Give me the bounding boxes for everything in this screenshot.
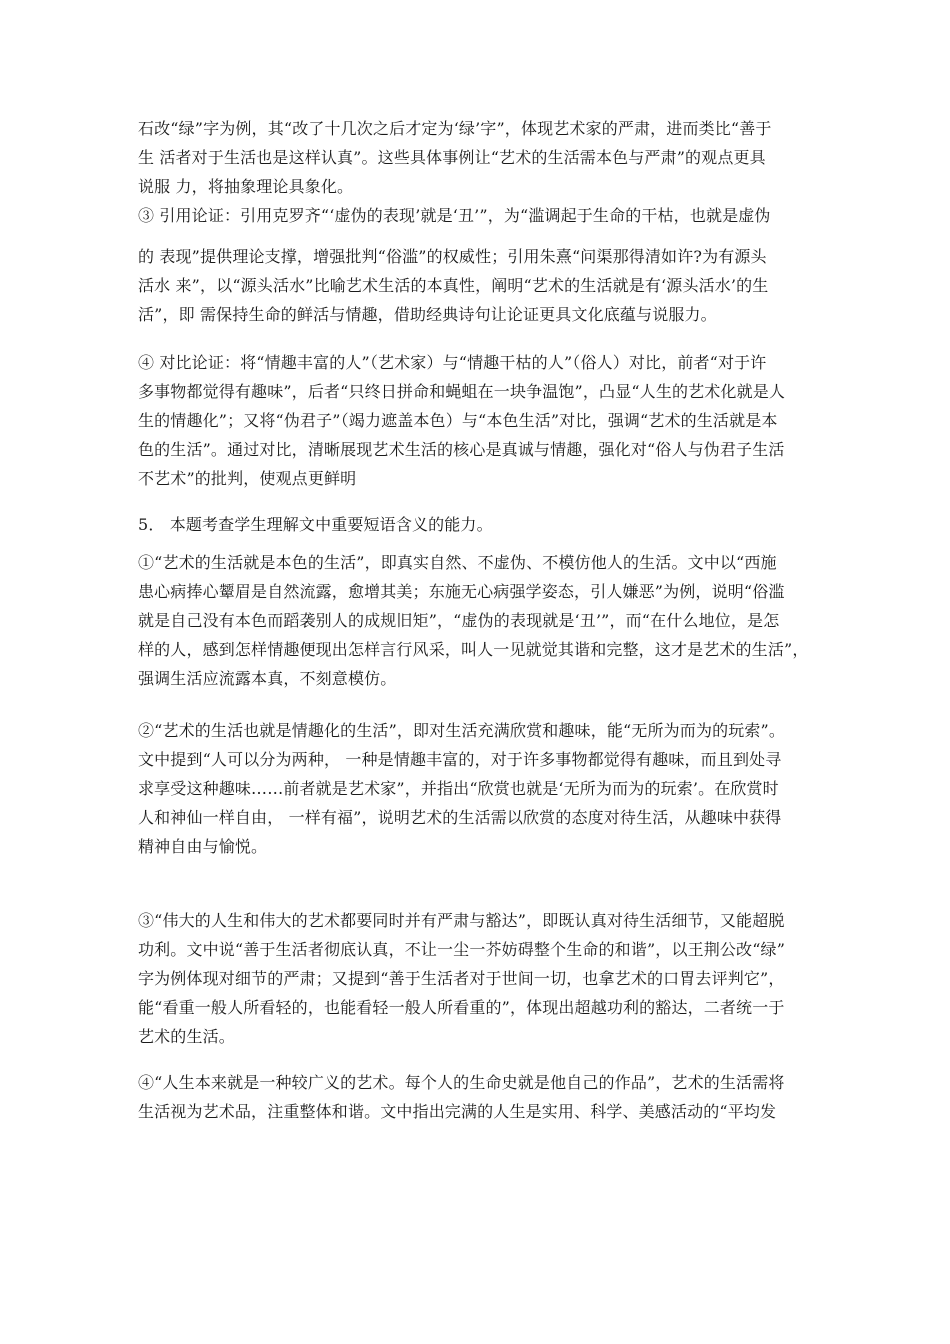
answer-point-3 (138, 906, 818, 1051)
text-line: 生 活者对于生活也是这样认真”。这些具体事例让“艺术的生活需本色与严肃”的观点更具 (138, 148, 766, 167)
answer-point-2 (138, 716, 818, 861)
text-line: 活”，即 需保持生命的鲜活与情趣，借助经典诗句让论证更具文化底蕴与说服力。 (138, 305, 717, 324)
text-line: ③“伟大的人生和伟大的艺术都要同时并有严肃与豁达”，即既认真对待生活细节，又能超脱 (138, 911, 785, 930)
text-line: ③ 引用论证：引用克罗齐“‘虚伪的表现’就是‘丑’”，为“滥调起于生命的干枯，也就是虚伪 (138, 206, 771, 225)
text-line: 就是自己没有本色而蹈袭别人的成规旧矩”，“虚伪的表现就是‘丑’”，而“在什么地位，是怎 (138, 611, 780, 630)
text-line: 艺术的生活。 (138, 1027, 235, 1046)
text-line: ②“艺术的生活也就是情趣化的生活”，即对生活充满欣赏和趣味，能“无所为而为的玩索”。 (138, 721, 786, 740)
text-line: 活水 来”，以“源头活水”比喻艺术生活的本真性，阐明“艺术的生活就是有‘源头活水’的生 (138, 276, 769, 295)
paragraph-example-argument (138, 114, 818, 230)
text-line: 功利。文中说“善于生活者彻底认真，不让一尘一芥妨碍整个生命的和谐”，以王荆公改“绿” (138, 940, 786, 959)
answer-point-4 (138, 1068, 818, 1126)
text-line: 精神自由与愉悦。 (138, 837, 268, 856)
text-line: 不艺术”的批判，使观点更鲜明 (138, 469, 357, 488)
paragraph-quotation-argument (138, 242, 818, 329)
text-line: 色的生活”。通过对比，清晰展现艺术生活的核心是真诚与情趣，强化对“俗人与伪君子生活 (138, 440, 785, 459)
text-line: 求享受这种趣味……前者就是艺术家”，并指出“欣赏也就是‘无所为而为的玩索’。在欣赏时 (138, 779, 779, 798)
paragraph-contrast-argument (138, 348, 818, 493)
text-line: 多事物都觉得有趣味”，后者“只终日拼命和蝇蛆在一块争温饱”，凸显“人生的艺术化就是人 (138, 382, 786, 401)
text-line: ①“艺术的生活就是本色的生活”，即真实自然、不虚伪、不模仿他人的生活。文中以“西施 (138, 553, 777, 572)
text-line: 人和神仙一样自由， 一样有福”，说明艺术的生活需以欣赏的态度对待生活，从趣味中获得 (138, 808, 782, 827)
text-line: 字为例体现对细节的严肃；又提到“善于生活者对于世间一切，也拿艺术的口胃去评判它”， (138, 969, 785, 988)
answer-point-1 (138, 548, 818, 693)
text-line: 5． 本题考查学生理解文中重要短语含义的能力。 (138, 515, 493, 534)
text-line: ④“人生本来就是一种较广义的艺术。每个人的生命史就是他自己的作品”，艺术的生活需将 (138, 1073, 785, 1092)
text-line: 患心病捧心颦眉是自然流露，愈增其美；东施无心病强学姿态，引人嫌恶”为例，说明“俗滥 (138, 582, 785, 601)
text-line: 生活视为艺术品，注重整体和谐。文中指出完满的人生是实用、科学、美感活动的“平均发 (138, 1102, 777, 1121)
text-line: 说服 力，将抽象理论具象化。 (138, 177, 354, 196)
text-line: 文中提到“人可以分为两种， 一种是情趣丰富的，对于许多事物都觉得有趣味，而且到处寻 (138, 750, 782, 769)
text-line: 能“看重一般人所看轻的，也能看轻一般人所看重的”，体现出超越功利的豁达，二者统一于 (138, 998, 785, 1017)
text-line: ④ 对比论证：将“情趣丰富的人”（艺术家）与“情趣干枯的人”（俗人）对比，前者“对于许 (138, 353, 767, 372)
text-line: 样的人，感到怎样情趣便现出怎样言行风采，叫人一见就觉其谐和完整，这才是艺术的生活”， (138, 640, 809, 659)
text-line: 的 表现”提供理论支撑，增强批判“俗滥”的权威性；引用朱熹“问渠那得清如许?为有源头 (138, 247, 767, 266)
text-line: 强调生活应流露本真，不刻意模仿。 (138, 669, 397, 688)
text-line: 石改“绿”字为例，其“改了十几次之后才定为‘绿’字”，体现艺术家的严肃，进而类比“善于 (138, 119, 772, 138)
question-5-heading (138, 510, 818, 539)
text-line: 生的情趣化”；又将“伪君子”（竭力遮盖本色）与“本色生活”对比，强调“艺术的生活就是本 (138, 411, 778, 430)
